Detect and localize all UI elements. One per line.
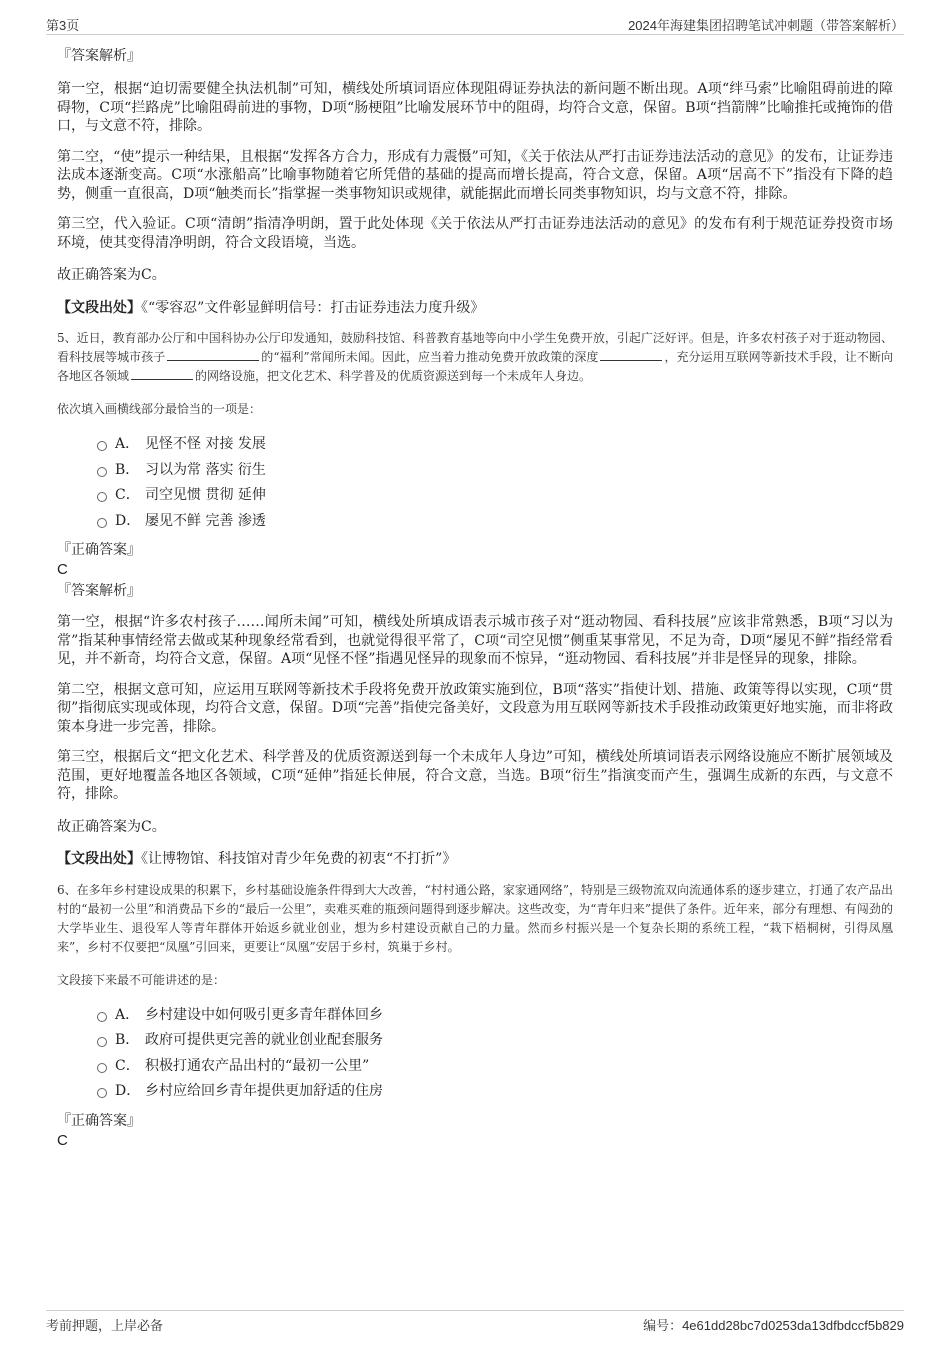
- analysis-paragraph: 第二空，“使”提示一种结果，且根据“发挥各方合力，形成有力震慑”可知，《关于依法从严打击证券违法活动的意见》的发布，让证券违法成本逐渐变高。C项“水涨船高”比喻事物随着它所凭借的基础的提高而增长提高，符合文意，保留。A项“居高不下”指没有下降的趋势，侧重一直很高，D项“触类而长”指掌握一类事物知识或规律，就能据此而增长同类事物知识，均与文意不符，排除。: [57, 148, 893, 202]
- stem-text: 的网络设施，把文化艺术、科学普及的优质资源送到每一个未成年人身边。: [195, 369, 592, 383]
- stem-text: 5、近日，教育部办公厅和中国科协办公厅印发通知，鼓励科技馆、科普教育基地等向中小学生免费开放，引起广泛好评。但是，许多农村孩子对于逛动物园、看科技展等城市孩子: [57, 331, 893, 364]
- analysis-label: 『答案解析』: [57, 583, 141, 599]
- source-line: [57, 299, 893, 318]
- analysis-paragraph: 第一空，根据“迫切需要健全执法机制”可知，横线处所填词语应体现阻碍证券执法的新问题不断出现。A项“绊马索”比喻阻碍前进的障碍物，C项“拦路虎”比喻阻碍前进的事物，D项“肠梗阻”比喻发展环节中的阻碍，均符合文意，保留。B项“挡箭牌”比喻推托或掩饰的借口，与文意不符，排除。: [57, 81, 893, 134]
- question-stem: 6、在多年乡村建设成果的积累下，乡村基础设施条件得到大大改善，“村村通公路，家家通网络”，特别是三级物流双向流通体系的逐步建立，打通了农产品出村的“最初一公里”和消费品下乡的“最后一公里”，卖难买难的瓶颈问题得到逐步解决。这些改变，为“青年归来”提供了条件。近年来，部分有理想、有闯劲的大学毕业生、退役军人等青年群体开始返乡就业创业，想为乡村建设贡献自己的力量。然而乡村振兴是一个复杂长期的系统工程，“栽下梧桐树，引得凤凰来”，乡村不仅要把“凤凰”引回来，更要让“凤凰”安居于乡村，筑巢于乡村。: [57, 882, 893, 954]
- answer-label: 『正确答案』: [57, 542, 141, 558]
- fill-blank: [167, 348, 259, 361]
- analysis-paragraph: 第二空，根据文意可知，应运用互联网等新技术手段将免费开放政策实施到位，B项“落实”指使计划、措施、政策等得以实现，C项“贯彻”指彻底实现或体现，均符合文意，保留。D项“完善”指使完备美好，文段意为用互联网等新技术手段推动政策更好地实施，而非将政策本身进一步完善，排除。: [57, 681, 893, 735]
- option-a[interactable]: A． 见怪不怪 对接 发展: [57, 432, 893, 458]
- analysis-paragraph: 第三空，代入验证。C项“清朗”指清净明朗，置于此处体现《关于依法从严打击证券违法活动的意见》的发布有利于规范证券投资市场环境，使其变得清净明朗，符合文段语境，当选。: [57, 216, 893, 251]
- source-text: 《“零容忍”文件彰显鲜明信号：打击证券违法力度升级》: [141, 299, 485, 316]
- conclusion: 故正确答案为C。: [57, 267, 166, 283]
- radio-icon[interactable]: [97, 1088, 107, 1098]
- document-id: 编号：4e61dd28bc7d0253da13dfbdccf5b829: [643, 1318, 904, 1333]
- option-list: [57, 1003, 893, 1105]
- answer-label: 『正确答案』: [57, 1112, 141, 1129]
- answer-value: C: [57, 561, 68, 578]
- question-stem: [57, 329, 893, 386]
- stem-text: 的“福利”常闻所未闻。因此，应当着力推动免费开放政策的深度: [261, 350, 599, 364]
- source-label: 【文段出处】: [57, 299, 141, 316]
- footer-slogan: 考前押题，上岸必备: [46, 1318, 164, 1333]
- analysis-paragraph: 第三空，根据后文“把文化艺术、科学普及的优质资源送到每一个未成年人身边”可知，横线处所填词语表示网络设施应不断扩展领域及范围，更好地覆盖各地区各领域，C项“延伸”指延长伸展，符合文意，当选。B项“衍生”指演变而产生，强调生成新的东西，与文意不符，排除。: [57, 749, 893, 802]
- radio-icon[interactable]: [97, 1063, 107, 1073]
- stem-text: ，充分运用互联网等新技术手段，让不断向各地区各领域: [57, 350, 893, 383]
- radio-icon[interactable]: [97, 518, 107, 528]
- radio-icon[interactable]: [97, 1012, 107, 1022]
- source-text: 《让博物馆、科技馆对青少年免费的初衷“不打折”》: [141, 851, 457, 867]
- option-c[interactable]: C． 积极打通农产品出村的“最初一公里”: [57, 1054, 893, 1080]
- question-prompt: 文段接下来最不可能讲述的是：: [57, 972, 226, 987]
- option-list: [57, 432, 893, 534]
- conclusion: 故正确答案为C。: [57, 818, 166, 835]
- page-footer: [46, 1310, 904, 1335]
- option-c[interactable]: C． 司空见惯 贯彻 延伸: [57, 483, 893, 509]
- analysis-paragraph: 第一空，根据“许多农村孩子……闻所未闻”可知，横线处所填成语表示城市孩子对“逛动物园、看科技展”应该非常熟悉，B项“习以为常”指某种事情经常去做或某种现象经常看到，也就觉得很平常了，C项“司空见惯”侧重某事常见，不足为奇，D项“屡见不鲜”指经常看见，并不新奇，均符合文意，保留。A项“见怪不怪”指遇见怪异的现象而不惊异，“逛动物园、看科技展”并非是怪异的现象，排除。: [57, 614, 893, 667]
- radio-icon[interactable]: [97, 441, 107, 451]
- analysis-label: 『答案解析』: [57, 48, 141, 64]
- page-number: 第3页: [46, 18, 80, 33]
- option-b[interactable]: B． 习以为常 落实 衍生: [57, 458, 893, 484]
- answer-value: C: [57, 1131, 68, 1149]
- page-content: [57, 46, 893, 1150]
- option-a[interactable]: A． 乡村建设中如何吸引更多青年群体回乡: [57, 1003, 893, 1029]
- source-line: [57, 850, 893, 869]
- radio-icon[interactable]: [97, 467, 107, 477]
- radio-icon[interactable]: [97, 492, 107, 502]
- fill-blank: [600, 348, 662, 361]
- option-b[interactable]: B． 政府可提供更完善的就业创业配套服务: [57, 1028, 893, 1054]
- option-d[interactable]: D． 乡村应给回乡青年提供更加舒适的住房: [57, 1079, 893, 1105]
- fill-blank: [131, 367, 193, 380]
- question-prompt: 依次填入画横线部分最恰当的一项是：: [57, 402, 262, 416]
- option-d[interactable]: D． 屡见不鲜 完善 渗透: [57, 509, 893, 535]
- document-title: 2024年海建集团招聘笔试冲刺题（带答案解析）: [628, 18, 904, 33]
- radio-icon[interactable]: [97, 1037, 107, 1047]
- page-header: [46, 14, 904, 35]
- source-label: 【文段出处】: [57, 851, 141, 867]
